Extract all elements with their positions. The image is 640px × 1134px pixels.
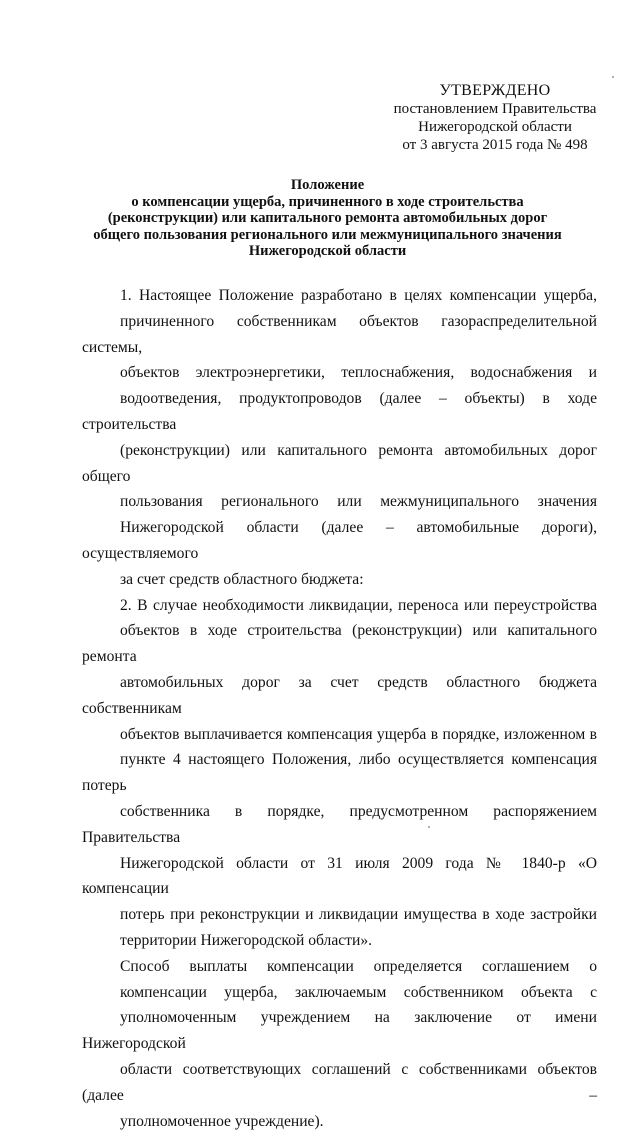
paragraph-line: автомобильных дорог за счет средств областного бюджета собственникам (82, 670, 597, 722)
title-line-3: (реконструкции) или капитального ремонта автомобильных дорог (60, 210, 595, 227)
paragraph-line: компенсации ущерба, заключаемым собственником объекта с (82, 980, 597, 1006)
title-line-5: Нижегородской области (60, 243, 595, 260)
paragraph-line: пункте 4 настоящего Положения, либо осуществляется компенсация потерь (82, 747, 597, 799)
paragraph-line: территории Нижегородской области». (82, 928, 597, 954)
paragraph-line: водоотведения, продуктопроводов (далее – объекты) в ходе строительства (82, 386, 597, 438)
paragraph-2 (82, 593, 597, 954)
approval-stamp (360, 82, 630, 154)
paragraph-line: (реконструкции) или капитального ремонта автомобильных дорог общего (82, 438, 597, 490)
paragraph-line: объектов электроэнергетики, теплоснабжения, водоснабжения и (82, 360, 597, 386)
paragraph-1 (82, 283, 597, 593)
paragraph-line: причиненного собственникам объектов газораспределительной системы, (82, 309, 597, 361)
title-line-4: общего пользования регионального или межмуниципального значения (60, 227, 595, 244)
title-line-2: о компенсации ущерба, причиненного в ходе строительства (60, 194, 595, 211)
approval-heading: УТВЕРЖДЕНО (360, 82, 630, 100)
paragraph-line: Нижегородской области от 31 июля 2009 года № 1840-р «О компенсации (82, 851, 597, 903)
document-title (60, 177, 595, 260)
paragraph-line: Способ выплаты компенсации определяется соглашением о (82, 954, 597, 980)
paragraph-line: за счет средств областного бюджета: (82, 567, 597, 593)
paragraph-line: потерь при реконструкции и ликвидации имущества в ходе застройки (82, 902, 597, 928)
paragraph-line: области соответствующих соглашений с собственниками объектов (далее – (82, 1057, 597, 1109)
title-line-1: Положение (60, 177, 595, 194)
paragraph-3 (82, 954, 597, 1134)
paragraph-line: уполномоченное учреждение). (82, 1109, 597, 1134)
document-body (82, 283, 597, 1134)
paragraph-line: объектов выплачивается компенсация ущерба в порядке, изложенном в (82, 722, 597, 748)
paragraph-line: 1. Настоящее Положение разработано в целях компенсации ущерба, (82, 283, 597, 309)
scan-speck (428, 826, 430, 828)
paragraph-line: собственника в порядке, предусмотренном распоряжением Правительства (82, 799, 597, 851)
scan-speck (612, 76, 614, 78)
approval-line-3: от 3 августа 2015 года № 498 (360, 136, 630, 154)
paragraph-line: 2. В случае необходимости ликвидации, переноса или переустройства (82, 593, 597, 619)
paragraph-line: объектов в ходе строительства (реконструкции) или капитального ремонта (82, 618, 597, 670)
approval-line-2: Нижегородской области (360, 118, 630, 136)
paragraph-line: пользования регионального или межмуниципального значения (82, 489, 597, 515)
paragraph-line: уполномоченным учреждением на заключение от имени Нижегородской (82, 1005, 597, 1057)
paragraph-line: Нижегородской области (далее – автомобильные дороги), осуществляемого (82, 515, 597, 567)
approval-line-1: постановлением Правительства (360, 100, 630, 118)
